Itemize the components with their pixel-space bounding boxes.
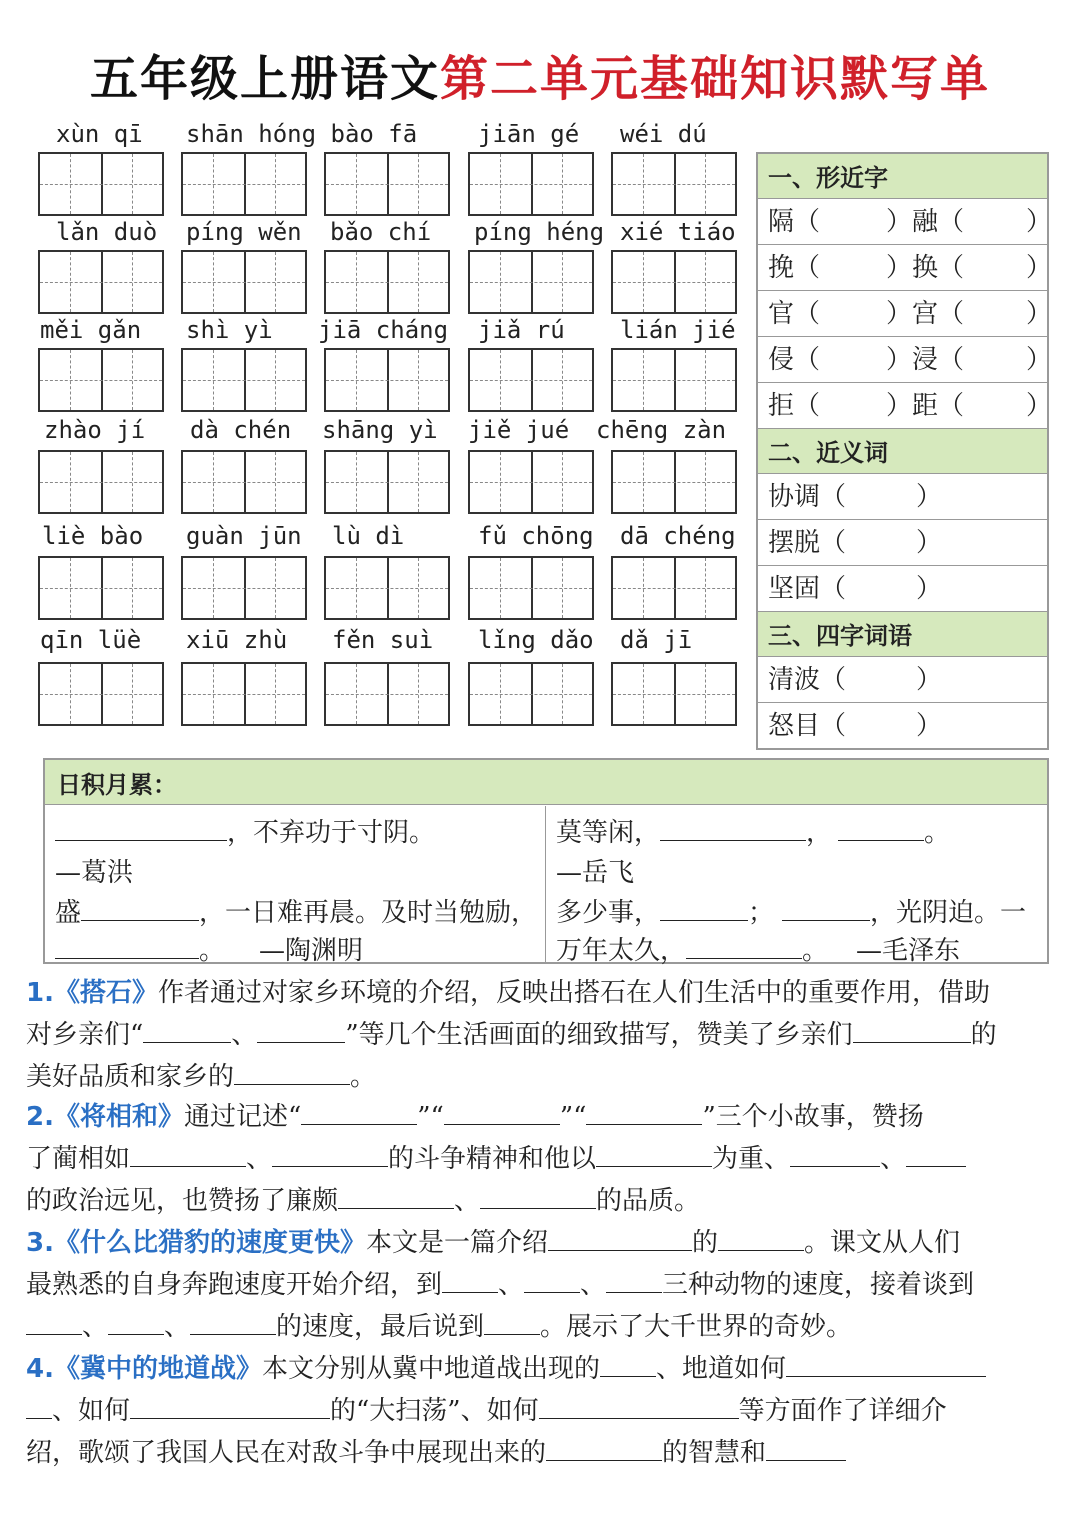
question-text: 绍，歌颂了我国人民在对敌斗争中展现出来的 (26, 1438, 547, 1468)
answer-blank[interactable] (55, 816, 227, 841)
answer-blank[interactable] (272, 1142, 388, 1167)
close-paren: ） (916, 711, 943, 741)
question-text: ”“ (559, 1102, 587, 1132)
pinyin-label: píng wěn (186, 218, 302, 246)
accumulation-right (546, 806, 1046, 966)
poem-line: 莫等闲， (556, 818, 661, 848)
char-b: ）距（ (886, 391, 965, 421)
answer-blank[interactable] (55, 934, 199, 959)
poem-line: ，光阴迫。一 (870, 898, 1027, 928)
question-text: 、 (880, 1144, 907, 1174)
word-sidebar (756, 152, 1053, 750)
char-a: 隔（ (768, 207, 821, 237)
pinyin-label: jiǎ rú (478, 316, 565, 344)
answer-blank[interactable] (548, 1226, 692, 1251)
writing-box[interactable] (324, 250, 450, 314)
pinyin-label: lián jié (620, 316, 736, 344)
answer-blank[interactable] (234, 1060, 350, 1085)
poem-line: 。 (199, 936, 226, 966)
char-a: 侵（ (768, 345, 821, 375)
synonym-row (758, 520, 1047, 566)
answer-blank[interactable] (257, 1018, 345, 1043)
question-text: 、地道如何 (655, 1354, 786, 1384)
question-title: 2.《将相和》 (26, 1102, 184, 1132)
answer-blank[interactable] (130, 1394, 330, 1419)
writing-box[interactable] (468, 250, 594, 314)
close-paren: ） (1026, 207, 1053, 237)
question-text: 的斗争精神和他以 (388, 1144, 597, 1174)
writing-box[interactable] (468, 662, 594, 726)
answer-blank[interactable] (26, 1310, 82, 1335)
question-title: 1.《搭石》 (26, 978, 158, 1008)
close-paren: ） (916, 665, 943, 695)
char-a: 挽（ (768, 253, 821, 283)
answer-blank[interactable] (130, 1142, 246, 1167)
answer-blank[interactable] (660, 896, 748, 921)
section-synonyms: 二、近义词 (758, 429, 1047, 474)
question-text: 等方面作了详细介 (738, 1396, 947, 1426)
answer-blank[interactable] (606, 1268, 662, 1293)
answer-blank[interactable] (480, 1184, 596, 1209)
question-title: 3.《什么比猎豹的速度更快》 (26, 1228, 366, 1258)
pinyin-label: dǎ jī (620, 626, 693, 654)
pinyin-label: píng héng (474, 218, 605, 246)
title-part2: 第二单元基础知识默写单 (440, 51, 991, 107)
question-text: 的 (970, 1020, 997, 1050)
answer-blank[interactable] (301, 1100, 417, 1125)
pinyin-row (38, 316, 743, 346)
writing-box[interactable] (181, 348, 307, 412)
answer-blank[interactable] (586, 1100, 702, 1125)
answer-blank[interactable] (906, 1142, 966, 1167)
question-text: 的“大扫荡”、如何 (330, 1396, 539, 1426)
close-paren: ） (1026, 299, 1053, 329)
pinyin-label: lù dì (332, 522, 405, 550)
writing-box[interactable] (324, 556, 450, 620)
question-text: 。展示了大千世界的奇妙。 (540, 1312, 853, 1342)
answer-blank[interactable] (524, 1268, 580, 1293)
idiom-word: 清波（ (768, 665, 847, 695)
accumulation-title: 日积月累： (45, 760, 1047, 805)
answer-blank[interactable] (484, 1310, 540, 1335)
answer-blank[interactable] (782, 896, 870, 921)
pinyin-row (38, 120, 743, 150)
question-text: 最熟悉的自身奔跑速度开始介绍，到 (26, 1270, 443, 1300)
synonym-row (758, 474, 1047, 520)
question-text: 作者通过对家乡环境的介绍，反映出搭石在人们生活中的重要作用，借助 (157, 978, 990, 1008)
synonym-word: 协调（ (768, 482, 847, 512)
poem-line: 。 (924, 818, 951, 848)
question-text: 、 (454, 1186, 481, 1216)
answer-blank[interactable] (108, 1310, 164, 1335)
answer-blank[interactable] (442, 1268, 498, 1293)
question-text: 通过记述“ (183, 1102, 302, 1132)
poem-line: ， (806, 818, 833, 848)
answer-blank[interactable] (143, 1018, 231, 1043)
synonym-word: 坚固（ (768, 574, 847, 604)
pinyin-label: shì yì (186, 316, 273, 344)
writing-box[interactable] (611, 450, 737, 514)
question-text: 了蔺相如 (26, 1144, 131, 1174)
question-text: 。 (350, 1062, 377, 1092)
answer-blank[interactable] (444, 1100, 560, 1125)
pinyin-label: lǐng dǎo (478, 626, 594, 654)
pinyin-row (38, 626, 743, 656)
close-paren: ） (1026, 253, 1053, 283)
writing-box[interactable] (324, 152, 450, 216)
writing-box[interactable] (38, 152, 164, 216)
pinyin-label: dā chéng (620, 522, 736, 550)
question-text: 、 (246, 1144, 273, 1174)
answer-blank[interactable] (596, 1142, 712, 1167)
page-title (0, 40, 1080, 109)
question-text: 的 (691, 1228, 718, 1258)
pinyin-label: xié tiáo (620, 218, 736, 246)
poem-line: ； (748, 898, 775, 928)
close-paren: ） (916, 482, 943, 512)
poem-line: 盛 (55, 898, 82, 928)
answer-blank[interactable] (338, 1184, 454, 1209)
pinyin-label: jiā cháng (318, 316, 449, 344)
answer-blank[interactable] (686, 934, 802, 959)
char-b: ）融（ (886, 207, 965, 237)
synonym-row (758, 566, 1047, 612)
pinyin-label: shāng yì (322, 416, 438, 444)
writing-box[interactable] (324, 662, 450, 726)
poem-author: —葛洪 (55, 858, 134, 888)
question-text: 。课文从人们 (804, 1228, 961, 1258)
writing-box[interactable] (38, 348, 164, 412)
writing-box[interactable] (611, 152, 737, 216)
similar-char-row (758, 291, 1053, 337)
similar-char-row (758, 199, 1053, 245)
question-text: 三种动物的速度，接着谈到 (662, 1270, 975, 1300)
question-text: 、 (82, 1312, 109, 1342)
writing-box[interactable] (468, 556, 594, 620)
poem-author: —岳飞 (556, 858, 635, 888)
answer-blank[interactable] (766, 1436, 846, 1461)
question-text: 美好品质和家乡的 (26, 1062, 235, 1092)
pinyin-label: guàn jūn (186, 522, 302, 550)
writing-box[interactable] (38, 556, 164, 620)
writing-box[interactable] (611, 556, 737, 620)
pinyin-label: měi gǎn (40, 316, 142, 344)
answer-blank[interactable] (853, 1018, 971, 1043)
poem-author: —陶渊明 (259, 936, 364, 966)
writing-box[interactable] (181, 250, 307, 314)
writing-box[interactable] (324, 348, 450, 412)
pinyin-label: dà chén (190, 416, 292, 444)
poem-line: 多少事， (556, 898, 661, 928)
pinyin-label: xiū zhù (186, 626, 288, 654)
writing-box[interactable] (611, 662, 737, 726)
answer-blank[interactable] (838, 816, 924, 841)
answer-blank[interactable] (81, 896, 199, 921)
answer-blank[interactable] (718, 1226, 804, 1251)
answer-blank[interactable] (539, 1394, 739, 1419)
answer-blank[interactable] (600, 1352, 656, 1377)
question-text: ”三个小故事，赞扬 (702, 1102, 924, 1132)
idiom-word: 怒目（ (768, 711, 847, 741)
question-text: ”等几个生活画面的细致描写，赞美了乡亲们 (345, 1020, 853, 1050)
pinyin-label: bǎo chí (330, 218, 432, 246)
pinyin-row (38, 416, 743, 446)
answer-blank[interactable] (660, 816, 806, 841)
accumulation-box (43, 758, 1049, 964)
pinyin-label: xùn qī (56, 120, 143, 148)
char-a: 官（ (768, 299, 821, 329)
question-title: 4.《冀中的地道战》 (26, 1354, 262, 1384)
question-text: 、 (231, 1020, 258, 1050)
accumulation-left (45, 806, 546, 966)
section-idioms: 三、四字词语 (758, 612, 1047, 657)
pinyin-label: shān hóng bào fā (186, 120, 418, 148)
question-text: 、 (498, 1270, 525, 1300)
close-paren: ） (916, 574, 943, 604)
close-paren: ） (1026, 345, 1053, 375)
char-b: ）宫（ (886, 299, 965, 329)
question-text: 本文是一篇介绍 (365, 1228, 548, 1258)
pinyin-label: zhào jí (44, 416, 146, 444)
question-text: ”“ (417, 1102, 444, 1132)
question-text: 的品质。 (596, 1186, 701, 1216)
char-b: ）换（ (886, 253, 965, 283)
writing-box[interactable] (181, 152, 307, 216)
idiom-row (758, 657, 1047, 703)
answer-blank[interactable] (790, 1142, 880, 1167)
pinyin-label: chēng zàn (596, 416, 727, 444)
title-part1: 五年级上册语文 (89, 51, 440, 107)
writing-box[interactable] (38, 250, 164, 314)
close-paren: ） (916, 528, 943, 558)
answer-blank[interactable] (26, 1394, 52, 1419)
writing-box[interactable] (181, 450, 307, 514)
writing-box[interactable] (468, 152, 594, 216)
pinyin-label: jiān gé (478, 120, 580, 148)
question-text: 本文分别从冀中地道战出现的 (261, 1354, 600, 1384)
question-text: 的速度，最后说到 (276, 1312, 485, 1342)
pinyin-label: wéi dú (620, 120, 707, 148)
section-similar-chars: 一、形近字 (758, 154, 1047, 199)
question-text: 对乡亲们“ (26, 1020, 144, 1050)
similar-char-row (758, 245, 1053, 291)
answer-blank[interactable] (786, 1352, 986, 1377)
question-text: 、如何 (52, 1396, 131, 1426)
writing-box[interactable] (324, 450, 450, 514)
synonym-word: 摆脱（ (768, 528, 847, 558)
question-text: 为重、 (712, 1144, 791, 1174)
similar-char-row (758, 337, 1053, 383)
writing-box[interactable] (611, 348, 737, 412)
pinyin-label: liè bào (42, 522, 144, 550)
idiom-row (758, 703, 1047, 748)
poem-author: —毛泽东 (856, 936, 961, 966)
pinyin-label: fěn suì (332, 626, 434, 654)
poem-line: ，不弃功于寸阴。 (227, 818, 436, 848)
pinyin-label: jiě jué (468, 416, 570, 444)
char-a: 拒（ (768, 391, 821, 421)
pinyin-label: fǔ chōng (478, 522, 594, 550)
writing-box[interactable] (38, 450, 164, 514)
question-text: 的智慧和 (662, 1438, 767, 1468)
writing-box[interactable] (468, 450, 594, 514)
answer-blank[interactable] (546, 1436, 662, 1461)
pinyin-row (38, 522, 743, 552)
char-b: ）浸（ (886, 345, 965, 375)
poem-line: 万年太久， (556, 936, 687, 966)
question-text: 、 (164, 1312, 191, 1342)
writing-box[interactable] (38, 662, 164, 726)
writing-box[interactable] (181, 662, 307, 726)
poem-line: 。 (802, 936, 829, 966)
pinyin-row (38, 218, 743, 248)
pinyin-label: qīn lüè (40, 626, 142, 654)
close-paren: ） (1026, 391, 1053, 421)
poem-line: ，一日难再晨。及时当勉励， (199, 898, 538, 928)
pinyin-label: lǎn duò (56, 218, 158, 246)
writing-box[interactable] (468, 348, 594, 412)
question-text: 、 (580, 1270, 607, 1300)
writing-box[interactable] (181, 556, 307, 620)
answer-blank[interactable] (190, 1310, 276, 1335)
question-text: 的政治远见，也赞扬了廉颇 (26, 1186, 339, 1216)
writing-box[interactable] (611, 250, 737, 314)
similar-char-row (758, 383, 1053, 429)
